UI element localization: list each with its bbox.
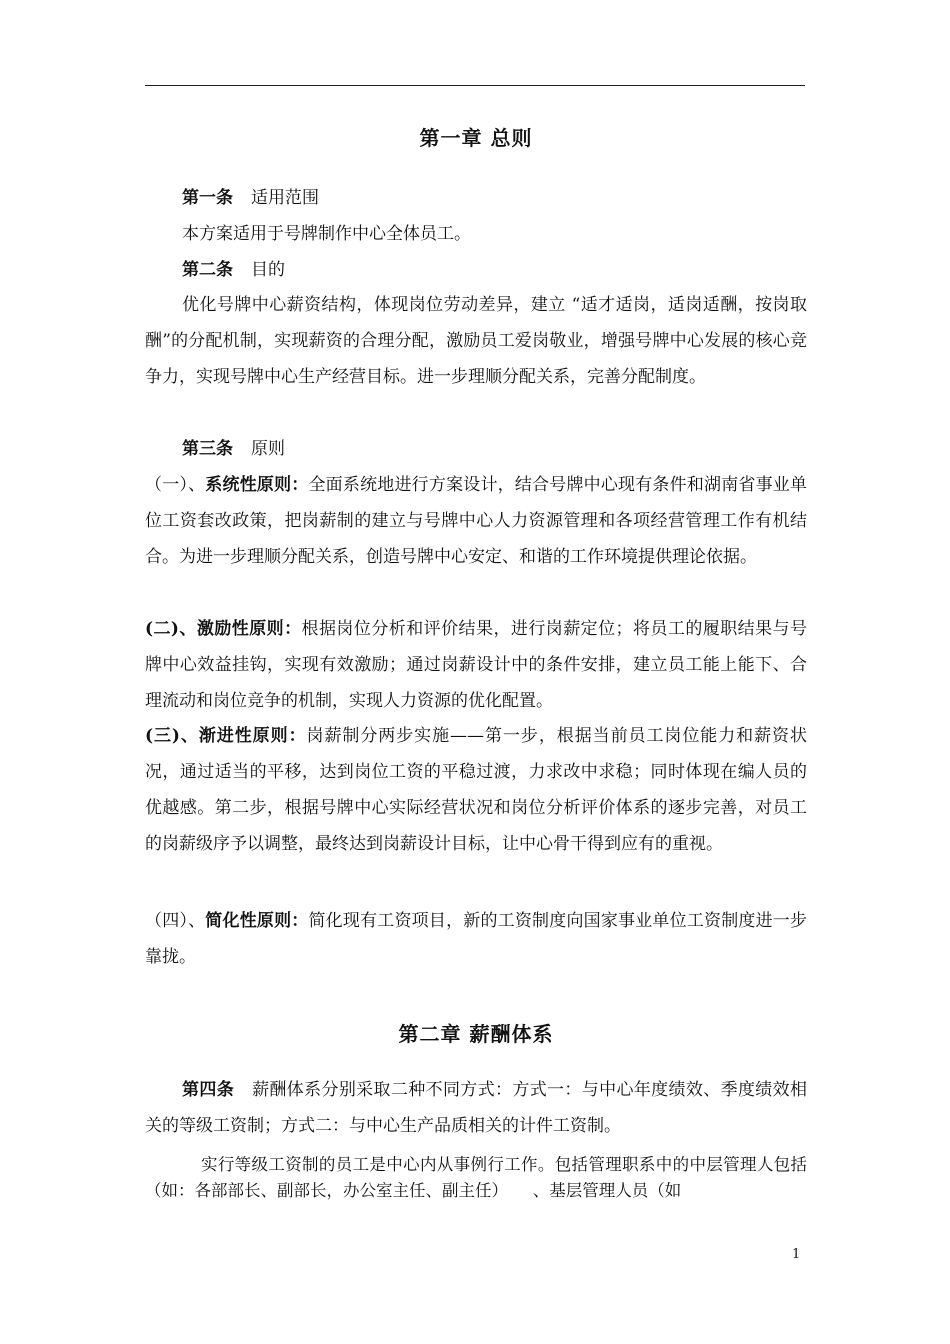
article-1-title: 适用范围 (251, 188, 319, 208)
article-4-label: 第四条 (182, 1080, 235, 1100)
article-3-label: 第三条 (182, 439, 233, 459)
principle-1-prefix: （一）、 (145, 475, 206, 495)
principle-1-text: 全面系统地进行方案设计，结合号牌中心现有条件和湖南省事业单位工资套改政策，把岗薪制的建立与号牌中心人力资源管理和各项经营管理工作有机结合。为进一步理顺分配关系，创造号牌中心安定、和谐的工作环境提供理论依据。 (145, 475, 808, 567)
article-3-heading (145, 431, 807, 467)
principle-2-name: 激励性原则： (196, 619, 302, 639)
principle-3 (145, 718, 807, 862)
chapter-2-paragraph: 实行等级工资制的员工是中心内从事例行工作。包括管理职系中的中层管理人包括（如：各部部长、副部长，办公室主任、副主任） 、基层管理人员（如 (145, 1155, 807, 1200)
article-3-title: 原则 (251, 439, 285, 459)
article-2-label: 第二条 (182, 260, 233, 280)
chapter-2-title: 第二章 薪酬体系 (398, 1022, 554, 1046)
principle-4-text: 简化现有工资项目，新的工资制度向国家事业单位工资制度进一步靠拢。 (145, 911, 808, 967)
chapter-1-title: 第一章 总则 (419, 126, 533, 150)
article-2-title: 目的 (251, 260, 285, 280)
principle-2-prefix: (二)、 (145, 619, 197, 639)
principle-1-name: 系统性原则： (205, 475, 309, 495)
principle-3-prefix: (三)、 (145, 726, 199, 746)
article-4-body: 薪酬体系分别采取二种不同方式：方式一：与中心年度绩效、季度绩效相关的等级工资制；方式二：与中心生产品质相关的计件工资制。 (145, 1080, 808, 1136)
article-1-body: 本方案适用于号牌制作中心全体员工。 (182, 224, 471, 244)
article-4 (145, 1072, 807, 1144)
principle-4 (145, 903, 807, 975)
principle-3-text: 岗薪制分两步实施——第一步，根据当前员工岗位能力和薪资状况，通过适当的平移，达到岗位工资的平稳过渡，力求改中求稳；同时体现在编人员的优越感。第二步，根据号牌中心实际经营状况和岗位分析评价体系的逐步完善，对员工的岗薪级序予以调整，最终达到岗薪设计目标，让中心骨干得到应有的重视。 (145, 726, 808, 854)
principle-2-text: 根据岗位分析和评价结果，进行岗薪定位；将员工的履职结果与号牌中心效益挂钩，实现有效激励；通过岗薪设计中的条件安排，建立员工能上能下、合理流动和岗位竞争的机制，实现人力资源的优化配置。 (145, 619, 808, 711)
article-2-heading (145, 252, 807, 288)
page-number: 1 (792, 1247, 801, 1262)
principle-3-name: 渐进性原则： (198, 726, 307, 746)
article-1-label: 第一条 (182, 188, 233, 208)
article-1-heading (145, 180, 807, 216)
principle-2 (145, 611, 807, 719)
principle-4-prefix: （四）、 (145, 911, 206, 931)
principle-4-name: 简化性原则： (205, 911, 309, 931)
header-rule (145, 85, 805, 86)
article-2-body: 优化号牌中心薪资结构，体现岗位劳动差异，建立 “适才适岗，适岗适酬，按岗取酬”的分配机制，实现薪资的合理分配，激励员工爱岗敬业，增强号牌中心发展的核心竞争力，实现号牌中心生产经营目标。进一步理顺分配关系，完善分配制度。 (145, 295, 807, 387)
principle-1 (145, 467, 807, 575)
